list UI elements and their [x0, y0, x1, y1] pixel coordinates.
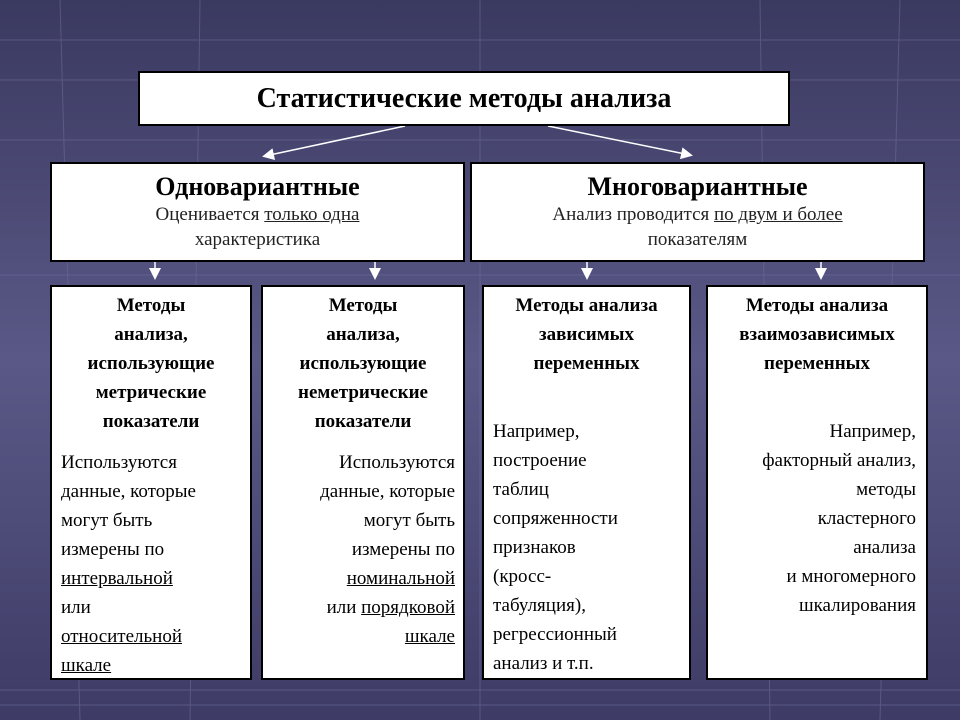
category-multivariate	[470, 162, 925, 262]
method-box-dependent	[482, 285, 691, 680]
method-heading: Методы анализа, использующие неметрические показатели	[298, 295, 428, 432]
method-box-nonmetric	[261, 285, 465, 680]
diagram-title: Статистические методы анализа	[138, 71, 790, 126]
category-heading: Многовариантные	[587, 172, 808, 201]
method-heading: Методы анализа, использующие метрические показатели	[87, 295, 215, 432]
category-univariate	[50, 162, 465, 262]
method-box-metric	[50, 285, 252, 680]
method-box-interdependent	[706, 285, 928, 680]
method-text: Используются данные, которые могут быть измерены по номинальной или порядковой шкале	[320, 452, 455, 647]
method-heading: Методы анализа взаимозависимых переменных	[739, 295, 895, 374]
category-description: Оценивается только одна характеристика	[155, 204, 360, 250]
category-heading: Одновариантные	[155, 172, 360, 201]
method-text: Например, построение таблиц сопряженности признаков (кросс- табуляция), регрессионный анализ и т.п.	[493, 421, 618, 674]
category-description: Анализ проводится по двум и более показателям	[552, 204, 843, 250]
method-heading: Методы анализа зависимых переменных	[515, 295, 658, 374]
method-text: Используются данные, которые могут быть измерены по интервальной или относительной шкале	[61, 452, 196, 676]
method-text: Например, факторный анализ, методы кластерного анализа и многомерного шкалирования	[762, 421, 916, 616]
